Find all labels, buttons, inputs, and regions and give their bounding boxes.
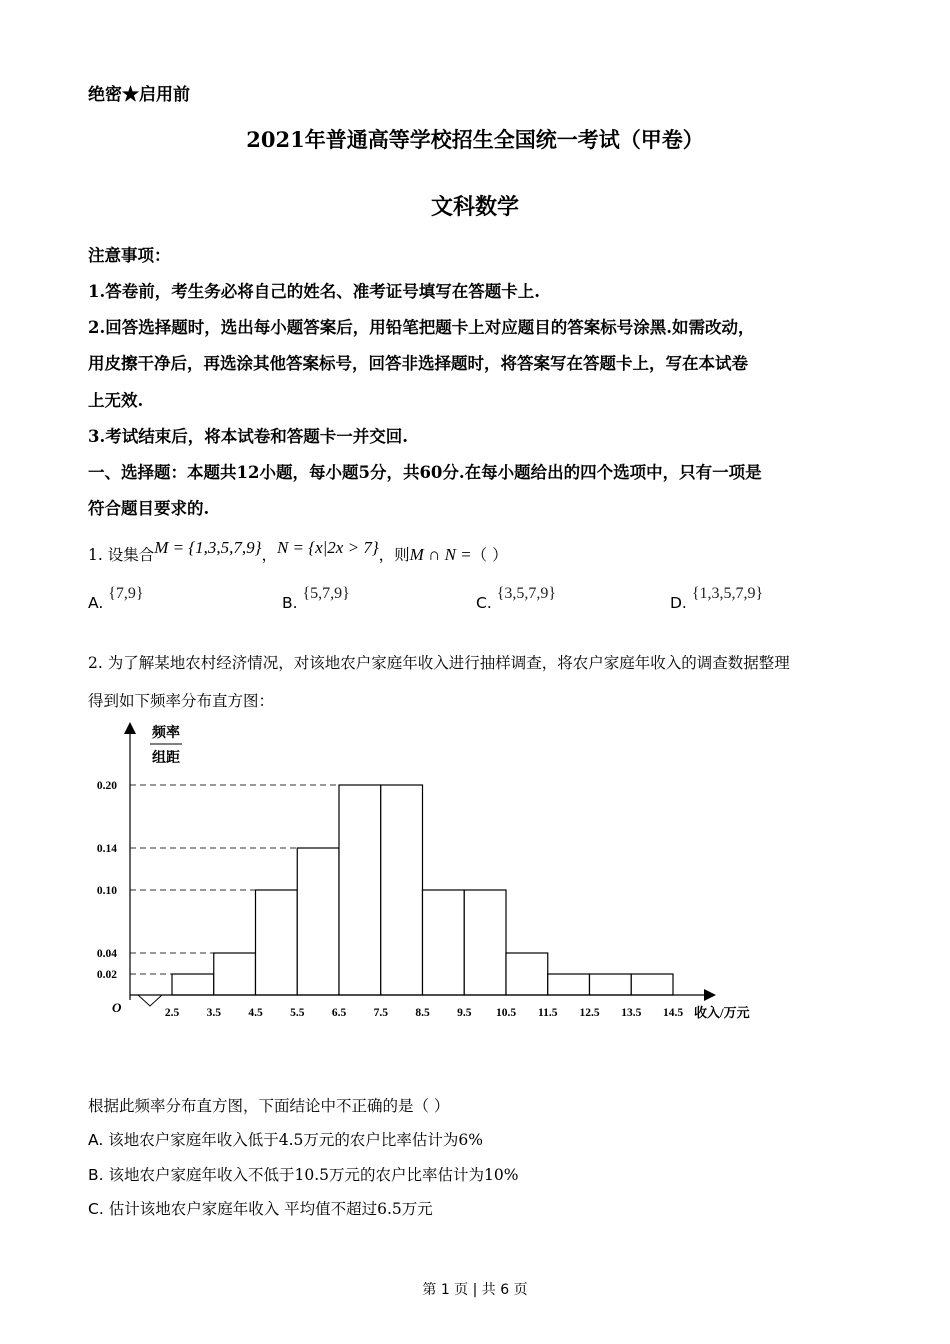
q2-line-2: 得到如下频率分布直方图： [88, 692, 275, 710]
exam-title: 2021年普通高等学校招生全国统一考试（甲卷） [246, 127, 704, 152]
histogram-bar [256, 890, 298, 995]
histogram-bar [172, 974, 214, 995]
q2-prompt: 根据此频率分布直方图，下面结论中不正确的是（ ） [88, 1097, 450, 1115]
x-tick-label: 3.5 [206, 1007, 221, 1019]
x-tick-label: 14.5 [662, 1007, 684, 1019]
x-tick-label: 9.5 [457, 1007, 472, 1019]
histogram-bar [381, 785, 423, 995]
option-letter: C. [476, 594, 492, 612]
q2-option-b[interactable] [88, 1163, 518, 1185]
notice-item-3: 3.考试结束后，将本试卷和答题卡一并交回. [88, 427, 408, 446]
histogram-bar [464, 890, 506, 995]
x-tick-label: 7.5 [373, 1007, 388, 1019]
q1-paren: （ ） [471, 546, 508, 564]
x-tick-label: 8.5 [415, 1007, 430, 1019]
notice-item-2-line-3: 上无效. [88, 391, 144, 410]
notice-heading: 注意事项： [88, 246, 171, 265]
option-text: 估计该地农户家庭年收入 平均值不超过6.5万元 [108, 1200, 433, 1218]
x-tick-label: 5.5 [290, 1007, 305, 1019]
histogram-bar [506, 953, 548, 995]
y-tick-label: 0.02 [96, 969, 117, 981]
origin-label: O [112, 1000, 122, 1015]
x-tick-label: 6.5 [331, 1007, 347, 1019]
y-tick-label: 0.14 [96, 843, 117, 855]
y-tick-label: 0.04 [96, 948, 117, 960]
histogram-bar [339, 785, 381, 995]
q2-option-c[interactable] [88, 1197, 433, 1219]
y-tick-label: 0.20 [96, 780, 117, 792]
notice-item-1: 1.答卷前，考生务必将自己的姓名、准考证号填写在答题卡上. [88, 282, 540, 301]
section-1-line-1: 一、选择题：本题共12小题，每小题5分，共60分.在每小题给出的四个选项中，只有一项是 [88, 463, 762, 482]
option-value: {3,5,7,9} [496, 585, 557, 602]
option-letter: B. [282, 594, 298, 612]
y-axis-label-top: 频率 [152, 726, 180, 741]
option-text: 该地农户家庭年收入低于4.5万元的农户比率估计为6% [108, 1131, 483, 1149]
histogram-bar [214, 953, 256, 995]
q1-set-m: M = {1,3,5,7,9} [154, 538, 262, 557]
y-axis-label-bottom: 组距 [152, 751, 180, 766]
x-tick-label: 13.5 [621, 1007, 642, 1019]
y-tick-label: 0.10 [96, 885, 117, 897]
histogram-bar [631, 974, 673, 995]
option-text: 该地农户家庭年收入不低于10.5万元的农户比率估计为10% [108, 1166, 519, 1184]
secret-label: 绝密★启用前 [88, 85, 190, 105]
q2-option-a[interactable] [88, 1128, 483, 1150]
x-tick-label: 4.5 [248, 1007, 263, 1019]
x-axis-label: 收入/万元 [694, 1005, 750, 1020]
notice-item-2-line-2: 用皮擦干净后，再选涂其他答案标号，回答非选择题时，将答案写在答题卡上，写在本试卷 [88, 354, 748, 373]
section-1-line-2: 符合题目要求的. [88, 499, 210, 518]
histogram-bar [423, 890, 465, 995]
option-value: {5,7,9} [302, 585, 350, 602]
q2-line-1: 2. 为了解某地农村经济情况，对该地农户家庭年收入进行抽样调查，将农户家庭年收入的调查数据整理 [88, 654, 790, 672]
axis-break-icon [138, 995, 162, 1006]
option-letter: C. [88, 1200, 104, 1218]
option-value: {7,9} [108, 585, 144, 602]
x-tick-label: 2.5 [164, 1007, 180, 1019]
page-footer: 第 1 页 | 共 6 页 [422, 1282, 528, 1298]
option-letter: A. [88, 1131, 104, 1149]
option-letter: A. [88, 594, 104, 612]
notice-item-2-line-1: 2.回答选择题时，选出每小题答案后，用铅笔把题卡上对应题目的答案标号涂黑.如需改动， [88, 318, 755, 337]
q1-sep: ， [261, 546, 277, 564]
histogram-bar [548, 974, 590, 995]
q1-suffix: ，则 [378, 546, 410, 564]
option-letter: D. [670, 594, 687, 612]
histogram-bar [590, 974, 632, 995]
histogram-bar [297, 848, 339, 995]
x-tick-label: 12.5 [579, 1007, 600, 1019]
x-tick-label: 11.5 [538, 1007, 558, 1019]
option-value: {1,3,5,7,9} [691, 585, 764, 602]
q1-prefix: 1. 设集合 [88, 546, 155, 564]
exam-subject: 文科数学 [430, 194, 519, 220]
q1-set-n: N = {x|2x > 7} [276, 538, 379, 557]
option-letter: B. [88, 1166, 104, 1184]
q1-expr: M ∩ N = [409, 545, 472, 564]
x-tick-label: 10.5 [495, 1007, 517, 1019]
